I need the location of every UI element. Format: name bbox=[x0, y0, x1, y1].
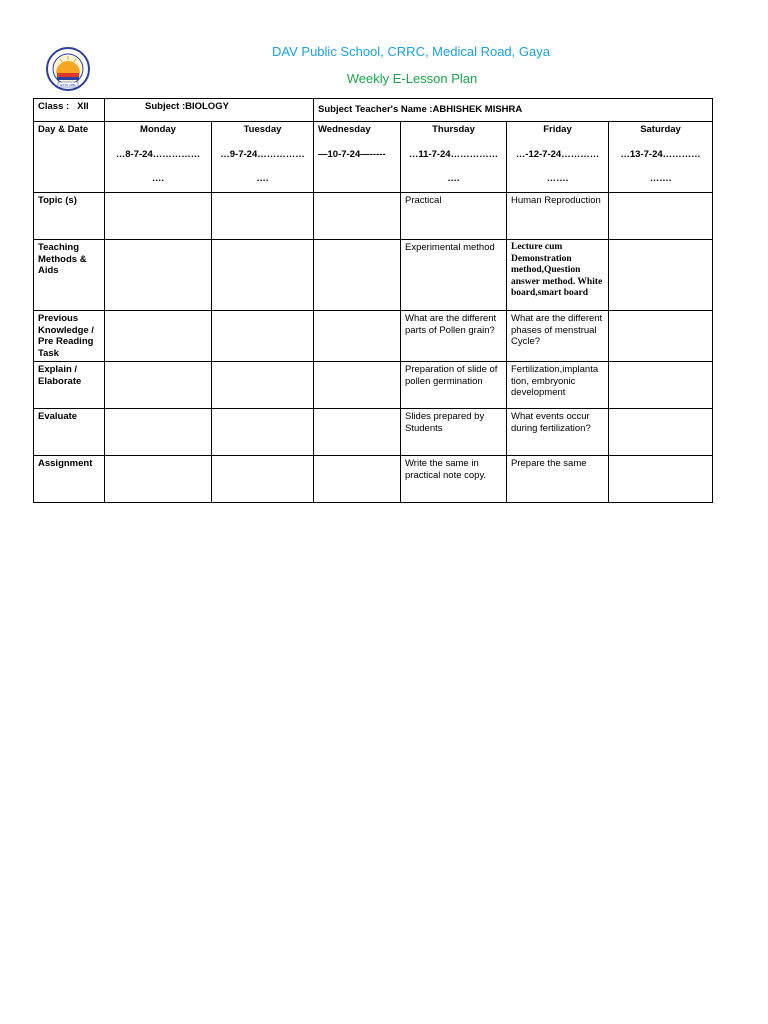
day-thursday bbox=[401, 122, 507, 193]
empty-cell bbox=[609, 456, 713, 503]
empty-cell bbox=[314, 311, 401, 362]
assignment-row bbox=[34, 456, 713, 503]
day-tuesday bbox=[212, 122, 314, 193]
thursday-cell: Experimental method bbox=[401, 240, 507, 311]
day-name: Friday bbox=[543, 124, 572, 135]
friday-cell: What are the different phases of menstrual Cycle? bbox=[507, 311, 609, 362]
empty-cell bbox=[609, 362, 713, 409]
day-name: Thursday bbox=[432, 124, 475, 135]
lesson-plan-table bbox=[33, 98, 713, 503]
thursday-cell: Preparation of slide of pollen germination bbox=[401, 362, 507, 409]
subject-label: Subject :BIOLOGY bbox=[145, 101, 229, 112]
day-date: …-12-7-24………… bbox=[515, 148, 600, 160]
empty-cell bbox=[105, 456, 212, 503]
explain-elaborate-row bbox=[34, 362, 713, 409]
day-date: …8-7-24…………… bbox=[115, 148, 201, 160]
day-name: Monday bbox=[140, 124, 176, 135]
empty-cell bbox=[105, 311, 212, 362]
class-label: Class : XII bbox=[38, 101, 89, 112]
empty-cell bbox=[609, 193, 713, 240]
day-name: Tuesday bbox=[243, 124, 282, 135]
evaluate-row bbox=[34, 409, 713, 456]
svg-text:ESTD 1986: ESTD 1986 bbox=[60, 83, 76, 87]
topic-row bbox=[34, 193, 713, 240]
empty-cell bbox=[314, 193, 401, 240]
friday-cell: Human Reproduction bbox=[507, 193, 609, 240]
empty-cell bbox=[314, 362, 401, 409]
empty-cell bbox=[212, 193, 314, 240]
day-name: Wednesday bbox=[318, 124, 371, 135]
teaching-methods-row bbox=[34, 240, 713, 311]
row-label: Previous Knowledge / Pre Reading Task bbox=[34, 311, 105, 362]
empty-cell bbox=[609, 240, 713, 311]
school-name: DAV Public School, CRRC, Medical Road, Gaya bbox=[272, 44, 550, 59]
teacher-cell bbox=[314, 99, 713, 122]
day-date-header: Day & Date bbox=[34, 122, 105, 193]
empty-cell bbox=[212, 456, 314, 503]
day-sub: ……. bbox=[649, 173, 672, 184]
subject-cell bbox=[105, 99, 314, 122]
empty-cell bbox=[314, 409, 401, 456]
day-name: Saturday bbox=[640, 124, 681, 135]
friday-cell: Fertilization,implanta tion, embryonic development bbox=[507, 362, 609, 409]
day-date: …11-7-24…………… bbox=[408, 148, 499, 160]
day-sub: …. bbox=[151, 173, 165, 184]
empty-cell bbox=[609, 311, 713, 362]
empty-cell bbox=[105, 193, 212, 240]
empty-cell bbox=[314, 456, 401, 503]
empty-cell bbox=[212, 362, 314, 409]
day-friday bbox=[507, 122, 609, 193]
empty-cell bbox=[105, 409, 212, 456]
class-info-row bbox=[34, 99, 713, 122]
empty-cell bbox=[314, 240, 401, 311]
row-label: Teaching Methods & Aids bbox=[34, 240, 105, 311]
empty-cell bbox=[212, 409, 314, 456]
day-date-row bbox=[34, 122, 713, 193]
teacher-label: Subject Teacher's Name :ABHISHEK MISHRA bbox=[318, 104, 523, 116]
thursday-cell: What are the different parts of Pollen grain? bbox=[401, 311, 507, 362]
empty-cell bbox=[105, 240, 212, 311]
thursday-cell: Practical bbox=[401, 193, 507, 240]
friday-cell: Lecture cum Demonstration method,Question answer method. White board,smart board bbox=[507, 240, 609, 311]
empty-cell bbox=[212, 240, 314, 311]
day-sub: ……. bbox=[546, 173, 569, 184]
day-date: …9-7-24…………… bbox=[220, 148, 305, 160]
row-label: Evaluate bbox=[34, 409, 105, 456]
previous-knowledge-row bbox=[34, 311, 713, 362]
day-wednesday bbox=[314, 122, 401, 193]
plan-title: Weekly E-Lesson Plan bbox=[346, 71, 478, 86]
thursday-cell: Write the same in practical note copy. bbox=[401, 456, 507, 503]
day-date: …13-7-24………… bbox=[620, 148, 701, 160]
empty-cell bbox=[212, 311, 314, 362]
day-saturday bbox=[609, 122, 713, 193]
row-label: Assignment bbox=[34, 456, 105, 503]
day-sub: …. bbox=[256, 173, 269, 184]
day-date: —10-7-24—----- bbox=[318, 148, 386, 160]
thursday-cell: Slides prepared by Students bbox=[401, 409, 507, 456]
row-label: Explain / Elaborate bbox=[34, 362, 105, 409]
row-label: Topic (s) bbox=[34, 193, 105, 240]
day-sub: …. bbox=[447, 173, 460, 184]
friday-cell: Prepare the same bbox=[507, 456, 609, 503]
day-monday bbox=[105, 122, 212, 193]
friday-cell: What events occur during fertilization? bbox=[507, 409, 609, 456]
class-cell bbox=[34, 99, 105, 122]
empty-cell bbox=[105, 362, 212, 409]
empty-cell bbox=[609, 409, 713, 456]
